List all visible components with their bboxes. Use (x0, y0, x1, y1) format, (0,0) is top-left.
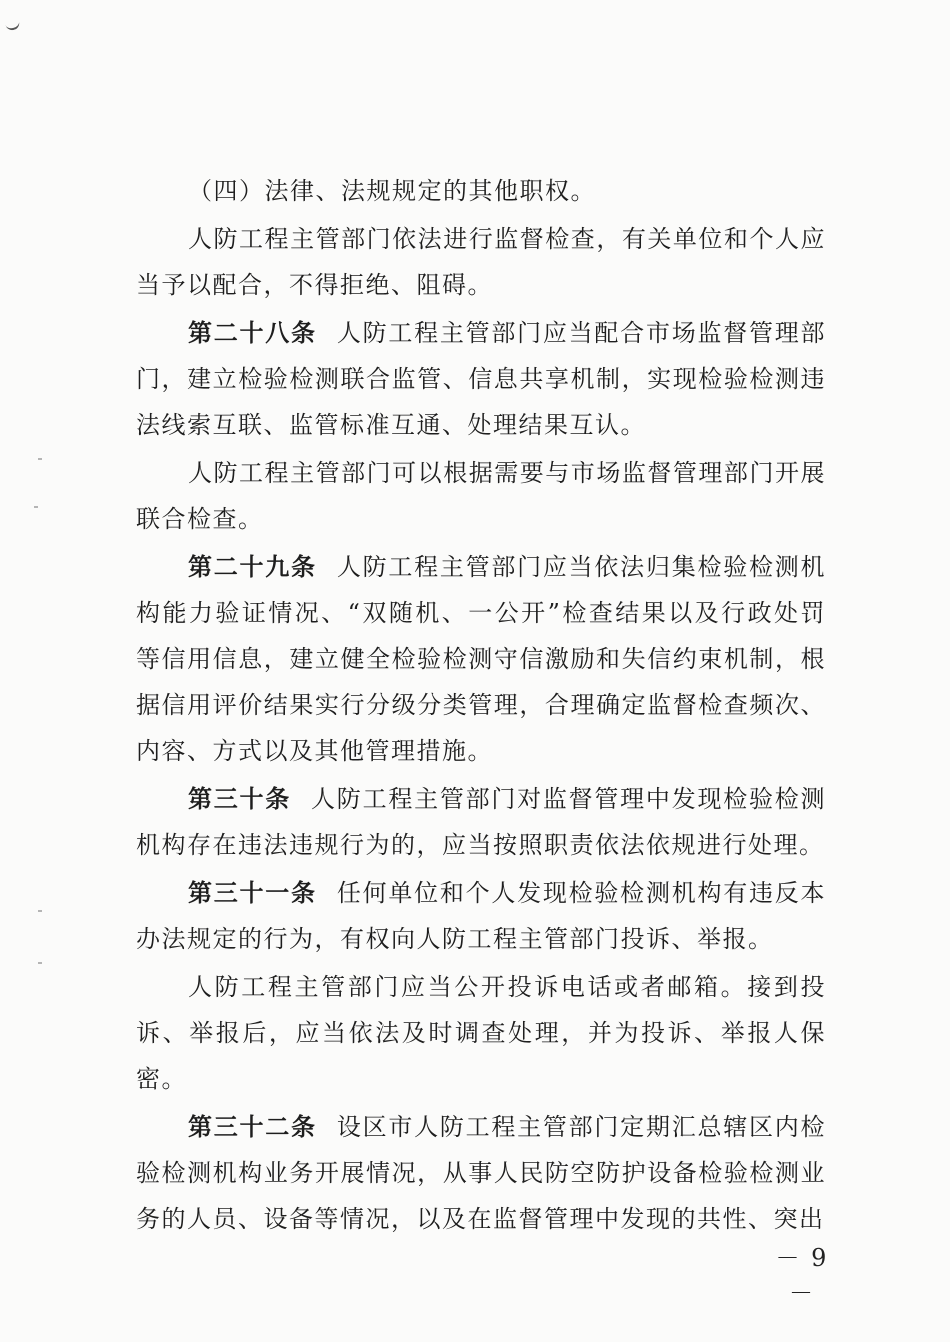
paragraph-text: 人防工程主管部门应当配合市场监督管理部门，建立检验检测联合监管、信息共享机制，实现检验检测违法线索互联、监管标准互通、处理结果互认。 (136, 319, 827, 439)
scan-speck (38, 910, 42, 912)
paragraph (136, 216, 826, 308)
paragraph (136, 964, 826, 1102)
scan-speck (38, 962, 42, 964)
paragraph-text: （四）法律、法规规定的其他职权。 (188, 177, 596, 205)
scan-mark (5, 20, 21, 31)
article-heading: 第二十九条 (188, 553, 317, 581)
article-paragraph (136, 1104, 826, 1242)
paragraph-text: 人防工程主管部门应当公开投诉电话或者邮箱。接到投诉、举报后，应当依法及时调查处理，并为投诉、举报人保密。 (136, 973, 826, 1093)
article-paragraph (136, 544, 826, 774)
page-number: － 9 － (775, 1244, 829, 1307)
paragraph-text: 人防工程主管部门可以根据需要与市场监督管理部门开展联合检查。 (136, 459, 826, 533)
article-paragraph (136, 310, 826, 448)
scan-speck (38, 458, 42, 460)
article-heading: 第三十二条 (188, 1113, 317, 1141)
paragraph-text: 任何单位和个人发现检验检测机构有违反本办法规定的行为，有权向人防工程主管部门投诉、举报。 (136, 879, 827, 953)
paragraph-text: 设区市人防工程主管部门定期汇总辖区内检验检测机构业务开展情况，从事人民防空防护设备检验检测业务的人员、设备等情况，以及在监督管理中发现的共性、突出 (136, 1113, 827, 1233)
article-heading: 第三十条 (188, 785, 292, 813)
paragraph-text: 人防工程主管部门对监督管理中发现检验检测机构存在违法违规行为的，应当按照职责依法依规进行处理。 (136, 785, 827, 859)
article-heading: 第三十一条 (188, 879, 317, 907)
document-body (136, 168, 826, 1242)
article-heading: 第二十八条 (188, 319, 317, 347)
paragraph-text: 人防工程主管部门依法进行监督检查，有关单位和个人应当予以配合，不得拒绝、阻碍。 (136, 225, 826, 299)
scan-speck (34, 506, 38, 508)
article-paragraph (136, 870, 826, 962)
article-paragraph (136, 776, 826, 868)
paragraph-text: 人防工程主管部门应当依法归集检验检测机构能力验证情况、“双随机、一公开”检查结果以及行政处罚等信用信息，建立健全检验检测守信激励和失信约束机制，根据信用评价结果实行分级分类管理，合理确定监督检查频次、内容、方式以及其他管理措施。 (136, 553, 827, 765)
paragraph (136, 168, 826, 214)
paragraph (136, 450, 826, 542)
